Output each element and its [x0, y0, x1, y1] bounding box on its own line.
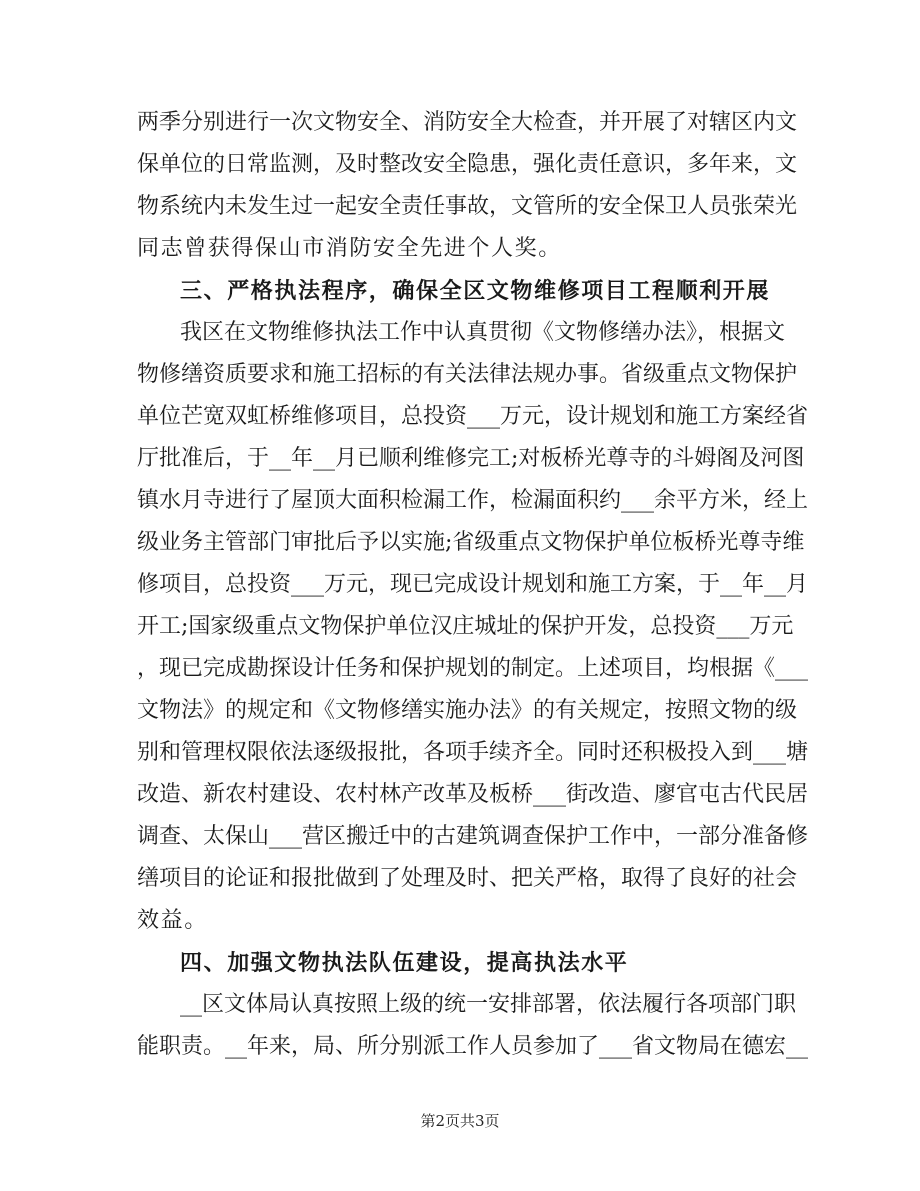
paragraph-line: 调查、太保山___营区搬迁中的古建筑调查保护工作中，一部分准备修 [137, 824, 809, 849]
paragraph-line: 开工;国家级重点文物保护单位汉庄城址的保护开发，总投资___万元 [137, 614, 794, 639]
paragraph-line: 物系统内未发生过一起安全责任事故，文管所的安全保卫人员张荣光 [137, 194, 798, 219]
paragraph-line: __区文体局认真按照上级的统一安排部署，依法履行各项部门职 [180, 992, 797, 1017]
paragraph-line: 同志曾获得保山市消防安全先进个人奖。 [137, 236, 562, 261]
paragraph-line: 保单位的日常监测，及时整改安全隐患，强化责任意识，多年来，文 [137, 152, 798, 177]
paragraph-line: 两季分别进行一次文物安全、消防安全大检查，并开展了对辖区内文 [137, 110, 798, 135]
paragraph-line: 单位芒宽双虹桥维修项目，总投资___万元，设计规划和施工方案经省 [137, 404, 809, 429]
paragraph-line: 我区在文物维修执法工作中认真贯彻《文物修缮办法》，根据文 [180, 320, 786, 345]
section-heading-3: 三、严格执法程序，确保全区文物维修项目工程顺利开展 [180, 278, 771, 304]
paragraph-line: 修项目，总投资___万元，现已完成设计规划和施工方案，于__年__月 [137, 572, 809, 597]
paragraph-line: ，现已完成勘探设计任务和保护规划的制定。上述项目，均根据《___ [137, 656, 809, 681]
paragraph-line: 改造、新农村建设、农村林产改革及板桥___街改造、廖官屯古代民居 [137, 782, 809, 807]
paragraph-line: 别和管理权限依法逐级报批，各项手续齐全。同时还积极投入到___塘 [137, 740, 809, 765]
paragraph-line: 厅批准后，于__年__月已顺利维修完工;对板桥光尊寺的斗姆阁及河图 [137, 446, 805, 471]
paragraph-line: 级业务主管部门审批后予以实施;省级重点文物保护单位板桥光尊寺维 [137, 530, 805, 555]
paragraph-line: 镇水月寺进行了屋顶大面积检漏工作，检漏面积约___余平方米，经上 [137, 488, 809, 513]
section-heading-4: 四、加强文物执法队伍建设，提高执法水平 [180, 950, 629, 976]
paragraph-line: 缮项目的论证和报批做到了处理及时、把关严格，取得了良好的社会 [137, 866, 798, 891]
paragraph-line: 文物法》的规定和《文物修缮实施办法》的有关规定，按照文物的级 [137, 698, 798, 723]
paragraph-line: 能职责。__年来，局、所分别派工作人员参加了___省文物局在德宏__ [137, 1034, 809, 1059]
page-number-footer: 第2页共3页 [420, 1112, 500, 1130]
paragraph-line: 物修缮资质要求和施工招标的有关法律法规办事。省级重点文物保护 [137, 362, 798, 387]
paragraph-line: 效益。 [137, 908, 208, 933]
